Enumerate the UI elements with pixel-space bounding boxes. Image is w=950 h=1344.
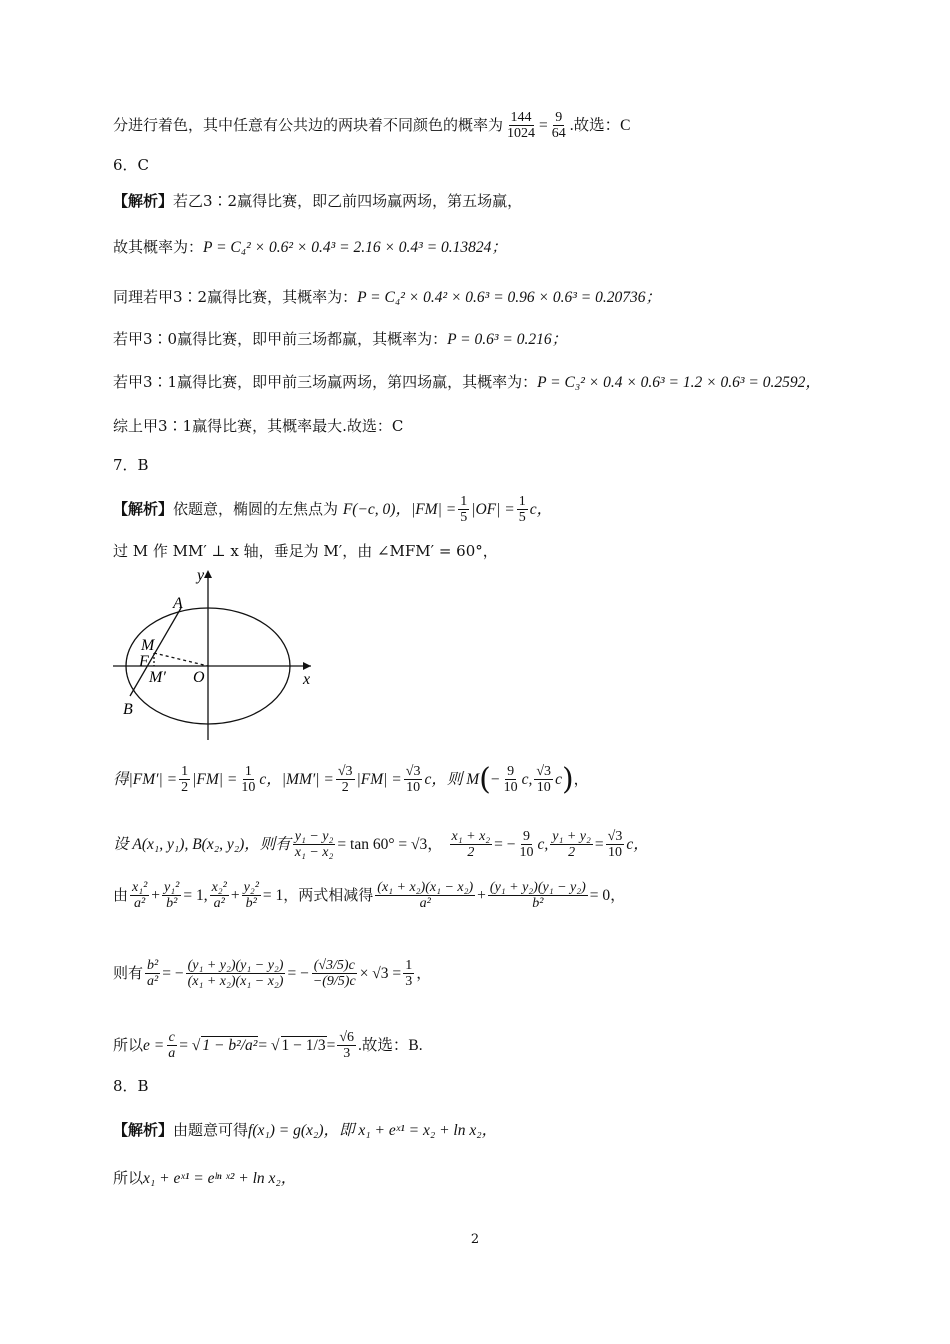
q7-line-3: 得|FM′| = $\frac{1}{2}$ |FM| = $\frac{1}{10}$ c，|MM′| = $\frac{√3}{2}$ |FM| = $\frac{√3}{10}$ c，则 M(− $\frac{9}{10}$ c, $\frac{√3}{10}$ c)， — [113, 761, 589, 797]
fraction: $\frac{144}{1024}$ — [507, 110, 536, 142]
question-6-header: 6．C — [113, 156, 150, 174]
q7-line-7: 所以e = $\frac{c}{a}$ = √ 1 − b²/a²= √ 1 − 1/3= $\frac{√6}{3}$ .故选：B. — [113, 1030, 423, 1062]
label-f: F — [139, 653, 149, 670]
q7-line-4: 设 A(x₁, y₁), B(x₂, y₂)，则有 $\frac{\text{y₁ − y₂}}{\text{x₁ − x₂}}$ = tan 60° = √3， $\frac{\text{x₁ + x₂}}{2}$ = − $\frac{9}{10}$ c, $\frac{\text{y₁ + y₂}}{2}$ = $\frac{√3}{10}$ c， — [113, 829, 649, 861]
q6-line-6: 综上甲3∶1赢得比赛，其概率最大.故选：C — [113, 417, 404, 435]
label-a: A — [173, 595, 183, 612]
question-8-header: 8．B — [113, 1077, 149, 1095]
line-1: 分进行着色，其中任意有公共边的两块着不同颜色的概率为 $\frac{144}{1024}$ = $\frac{9}{64}$ .故选：C — [113, 110, 631, 142]
q7-line-1: 【解析】依题意，椭圆的左焦点为 F(−c, 0)，|FM| = $\frac{1}{5}$ |OF| = $\frac{1}{5}$ c， — [113, 494, 553, 526]
q7-line-5: 由 $\frac{\text{x₁²}}{\text{a²}}$ + $\frac{\text{y₁²}}{\text{b²}}$ = 1, $\frac{\text{x₂²}}{\text{a²}}$ + $\frac{\text{y₂²}}{\text{b²}}$ = 1，两式相减得 $\frac{\text{(x₁ + x₂)(x₁ − x₂)}}{\text{a²}}$ + $\frac{\text{(y₁ + y₂)(y₁ − y₂)}}{\text{b²}}$ = 0， — [113, 880, 626, 912]
label-o: O — [193, 669, 205, 686]
q6-line-1: 【解析】若乙3∶2赢得比赛，即乙前四场赢两场，第五场赢， — [113, 192, 523, 210]
y-axis-label: y — [197, 567, 205, 584]
q6-line-5: 若甲3∶1赢得比赛，即甲前三场赢两场，第四场赢，其概率为：P = C₃² × 0.4 × 0.6³ = 1.2 × 0.6³ = 0.2592， — [113, 373, 821, 391]
q6-line-4: 若甲3∶0赢得比赛，即甲前三场都赢，其概率为：P = 0.6³ = 0.216； — [113, 330, 568, 348]
page-number: 2 — [470, 1232, 480, 1247]
ellipse-figure — [113, 562, 318, 742]
question-7-header: 7．B — [113, 456, 149, 474]
label-m: M — [141, 637, 155, 654]
q8-line-1: 【解析】由题意可得f(x₁) = g(x₂)，即 x₁ + eˣ¹ = x₂ + ln x₂， — [113, 1121, 498, 1139]
q6-line-2: 故其概率为：P = C₄² × 0.6² × 0.4³ = 2.16 × 0.4³ = 0.13824； — [113, 238, 507, 256]
q8-line-2: 所以x₁ + eˣ¹ = eˡⁿ ˣ² + ln x₂， — [113, 1169, 297, 1187]
fraction: $\frac{9}{64}$ — [551, 110, 566, 142]
label-b: B — [123, 701, 133, 718]
q7-line-6: 则有 $\frac{\text{b²}}{\text{a²}}$ = − $\frac{\text{(y₁ + y₂)(y₁ − y₂)}}{\text{(x₁ + x₂)(x₁ − x₂)}}$ = − $\frac{(√3/5)c}{-(9/5)c}$ × √3 = $\frac{1}{3}$ ， — [113, 958, 432, 990]
label-m-prime: M′ — [149, 669, 166, 686]
x-axis-label: x — [303, 671, 311, 688]
q6-line-3: 同理若甲3∶2赢得比赛，其概率为：P = C₄² × 0.4² × 0.6³ = 0.96 × 0.6³ = 0.20736； — [113, 288, 661, 306]
q7-line-2: 过 M 作 MM′ ⊥ x 轴，垂足为 M′，由 ∠MFM′ = 60°， — [113, 542, 498, 560]
